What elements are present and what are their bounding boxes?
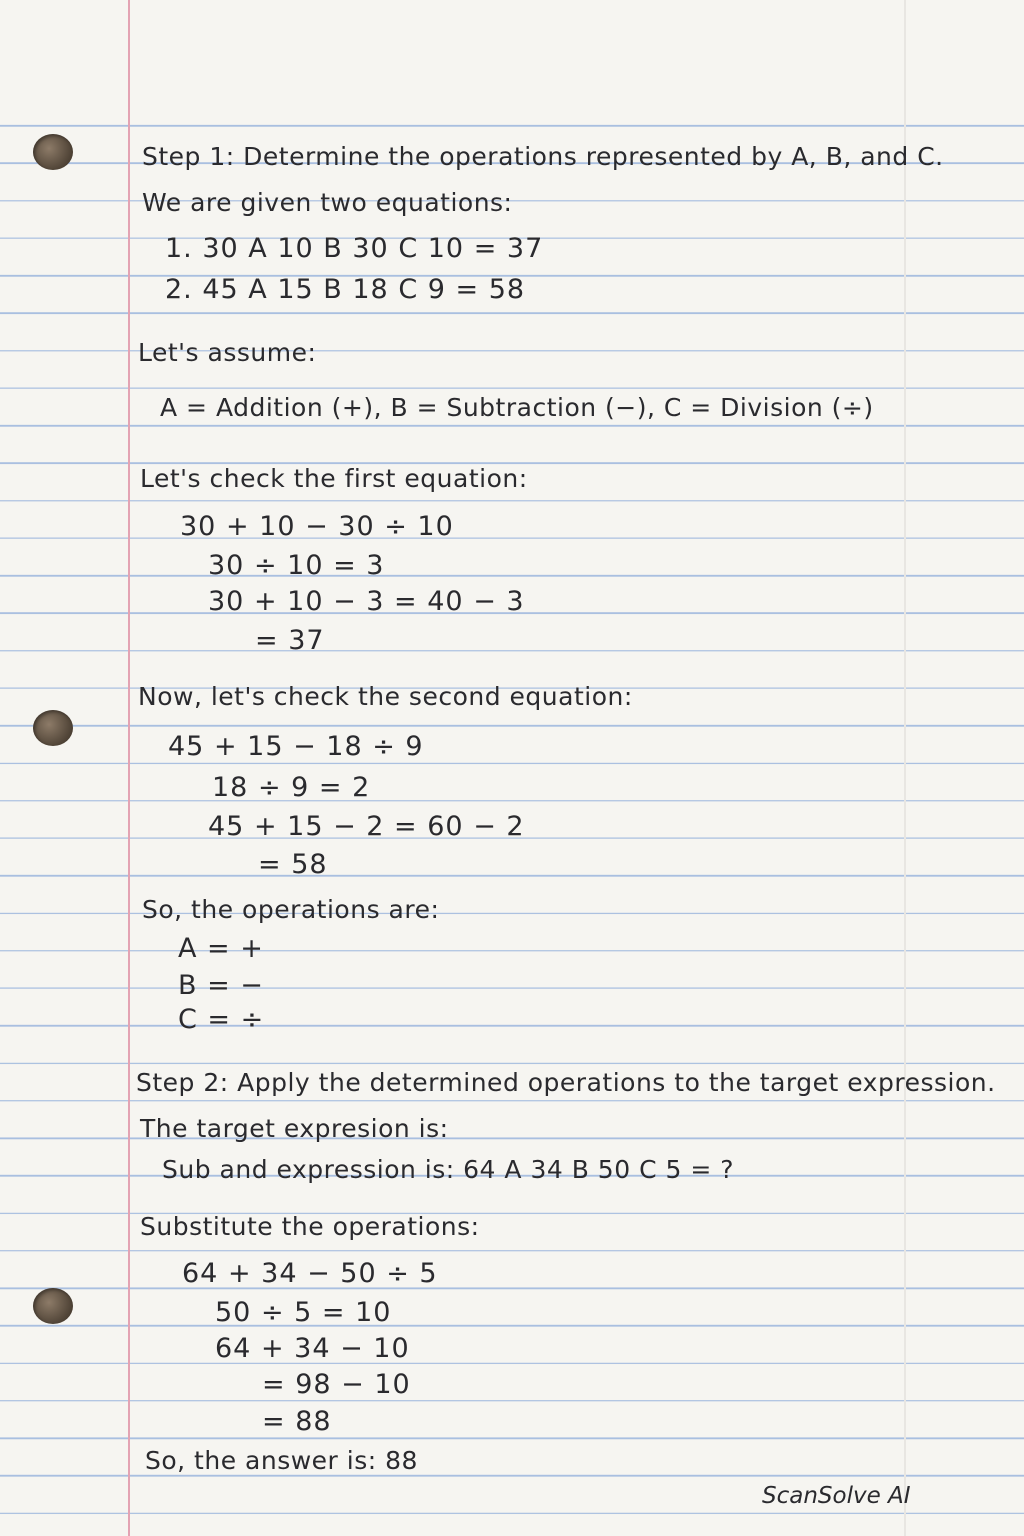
equation-2: 2. 45 A 15 B 18 C 9 = 58: [165, 274, 526, 305]
check1-line2: 30 ÷ 10 = 3: [208, 550, 385, 581]
sub-line5: = 88: [262, 1406, 332, 1437]
check2-line2: 18 ÷ 9 = 2: [212, 772, 371, 803]
sub-line1: 64 + 34 − 50 ÷ 5: [182, 1258, 438, 1289]
op-c: C = ÷: [178, 1004, 265, 1035]
margin-line: [128, 0, 130, 1536]
check2-line3: 45 + 15 − 2 = 60 − 2: [208, 811, 525, 842]
check2-line1: 45 + 15 − 18 ÷ 9: [168, 731, 424, 762]
check2-line4: = 58: [258, 849, 328, 880]
check1-line4: = 37: [255, 625, 325, 656]
sub-line4: = 98 − 10: [262, 1369, 411, 1400]
answer: So, the answer is: 88: [145, 1446, 418, 1475]
assumption: A = Addition (+), B = Subtraction (−), C = Division (÷): [160, 393, 874, 422]
sub-line2: 50 ÷ 5 = 10: [215, 1297, 392, 1328]
check-first-heading: Let's check the first equation:: [140, 464, 528, 493]
check1-line1: 30 + 10 − 30 ÷ 10: [180, 511, 454, 542]
brand-watermark: ScanSolve AI: [762, 1483, 911, 1509]
operations-heading: So, the operations are:: [142, 895, 440, 924]
punch-hole-middle: [33, 710, 73, 746]
sub-line3: 64 + 34 − 10: [215, 1333, 410, 1364]
target-intro: The target expresion is:: [140, 1114, 449, 1143]
step1-heading: Step 1: Determine the operations represented by A, B, and C.: [142, 142, 944, 171]
equation-1: 1. 30 A 10 B 30 C 10 = 37: [165, 233, 544, 264]
given-intro: We are given two equations:: [142, 188, 513, 217]
target-expression: Sub and expression is: 64 A 34 B 50 C 5 = ?: [162, 1155, 734, 1184]
check-second-heading: Now, let's check the second equation:: [138, 682, 633, 711]
page-top-margin: [0, 0, 1024, 118]
step2-heading: Step 2: Apply the determined operations to the target expression.: [136, 1068, 996, 1097]
page-fold: [904, 0, 906, 1536]
punch-hole-top: [33, 134, 73, 170]
punch-hole-bottom: [33, 1288, 73, 1324]
check1-line3: 30 + 10 − 3 = 40 − 3: [208, 586, 525, 617]
substitute-heading: Substitute the operations:: [140, 1212, 480, 1241]
assume-heading: Let's assume:: [138, 338, 317, 367]
op-a: A = +: [178, 933, 264, 964]
op-b: B = −: [178, 970, 264, 1001]
